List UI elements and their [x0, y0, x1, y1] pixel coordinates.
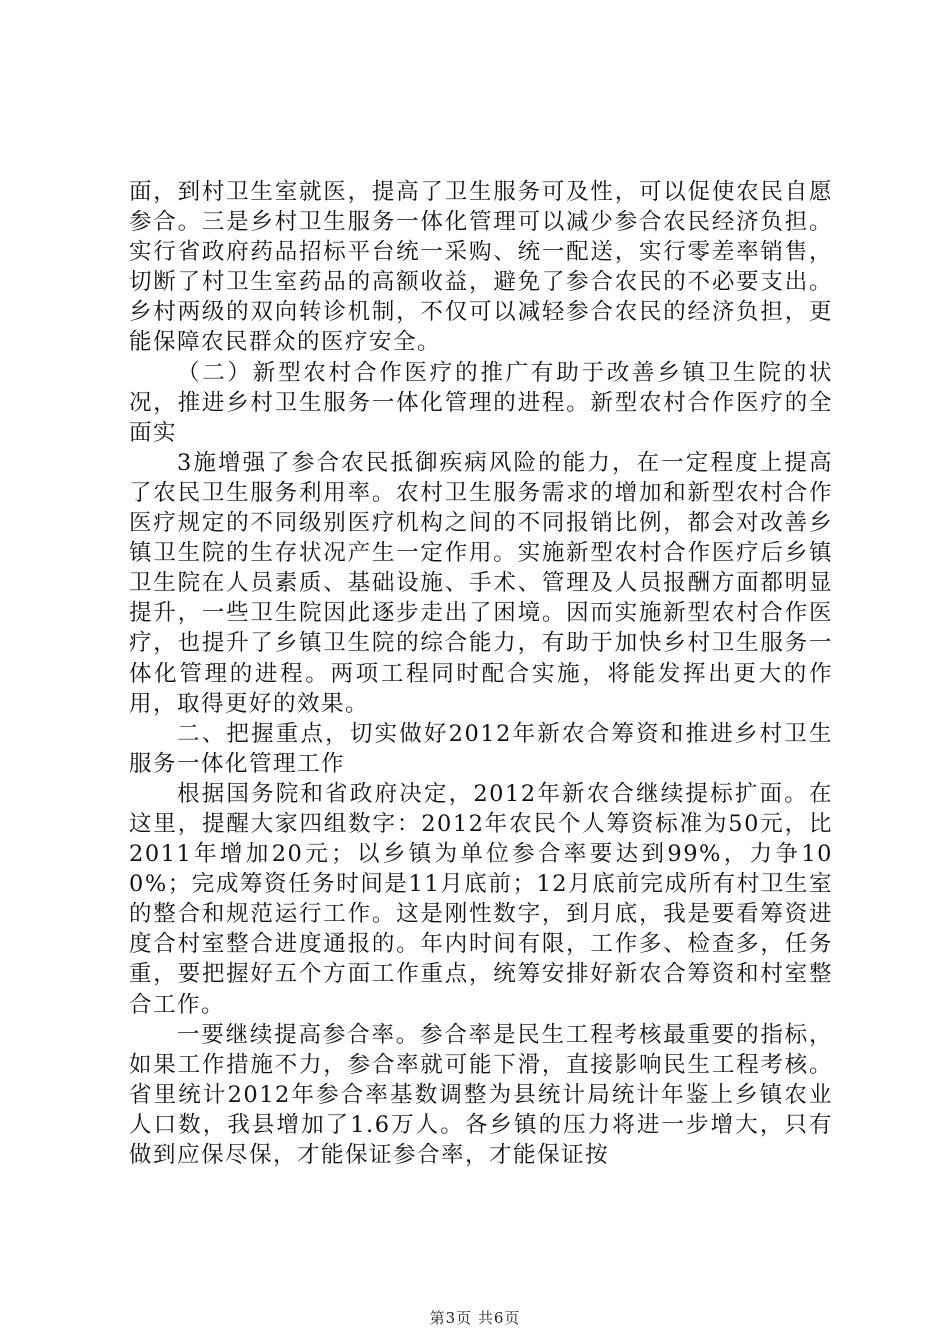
paragraph-1: 面，到村卫生室就医，提高了卫生服务可及性，可以促使农民自愿参合。三是乡村卫生服务一体化管理可以减少参合农民经济负担。实行省政府药品招标平台统一采购、统一配送，实行零差率销售，切断了村卫生室药品的高额收益，避免了参合农民的不必要支出。乡村两级的双向转诊机制，不仅可以减轻参合农民的经济负担，更能保障农民群众的医疗安全。: [129, 179, 833, 356]
paragraph-2: （二）新型农村合作医疗的推广有助于改善乡镇卫生院的状况，推进乡村卫生服务一体化管理的进程。新型农村合作医疗的全面实: [129, 359, 833, 446]
paragraph-5: 根据国务院和省政府决定，2012年新农合继续提标扩面。在这里，提醒大家四组数字：2012年农民个人筹资标准为50元，比2011年增加20元；以乡镇为单位参合率要达到99%，力争100%；完成筹资任务时间是11月底前；12月底前完成所有村卫生室的整合和规范运行工作。这是刚性数字，到月底，我是要看筹资进度合村室整合进度通报的。年内时间有限，工作多、检查多，任务重，要把握好五个方面工作重点，统筹安排好新农合筹资和村室整合工作。: [129, 780, 833, 1018]
page-footer: 第3页 共6页: [429, 1309, 521, 1327]
section-heading: 二、把握重点，切实做好2012年新农合筹资和推进乡村卫生服务一体化管理工作: [129, 720, 833, 777]
paragraph-3: 3施增强了参合农民抵御疾病风险的能力，在一定程度上提高了农民卫生服务利用率。农村卫生服务需求的增加和新型农村合作医疗规定的不同级别医疗机构之间的不同报销比例，都会对改善乡镇卫生院的生存状况产生一定作用。实施新型农村合作医疗后乡镇卫生院在人员素质、基础设施、手术、管理及人员报酬方面都明显提升，一些卫生院因此逐步走出了困境。因而实施新型农村合作医疗，也提升了乡镇卫生院的综合能力，有助于加快乡村卫生服务一体化管理的进程。两项工程同时配合实施，将能发挥出更大的作用，取得更好的效果。: [129, 449, 833, 717]
paragraph-6: 一要继续提高参合率。参合率是民生工程考核最重要的指标，如果工作措施不力，参合率就可能下滑，直接影响民生工程考核。省里统计2012年参合率基数调整为县统计局统计年鉴上乡镇农业人口数，我县增加了1.6万人。各乡镇的压力将进一步增大，只有做到应保尽保，才能保证参合率，才能保证按: [129, 1021, 833, 1168]
document-body: [129, 177, 833, 1170]
